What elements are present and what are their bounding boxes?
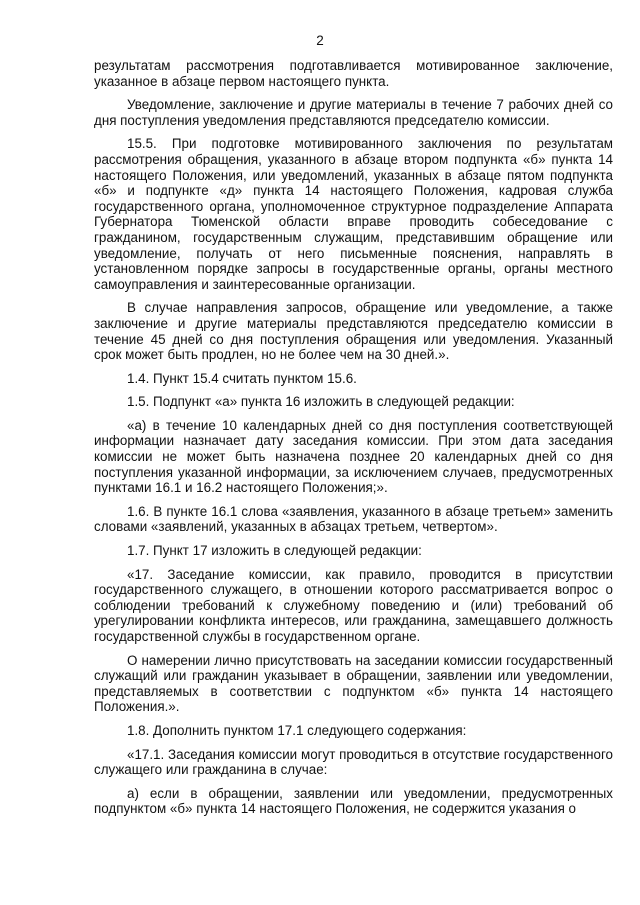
paragraph: Уведомление, заключение и другие материалы в течение 7 рабочих дней со дня поступления уведомления представляются председателю комиссии. [94, 97, 613, 128]
paragraph: а) если в обращении, заявлении или уведомлении, предусмотренных подпунктом «б» пункта 14 настоящего Положения, не содержится указания о [94, 785, 613, 817]
paragraph: «17.1. Заседания комиссии могут проводиться в отсутствие государственного служащего или гражданина в случае: [94, 746, 613, 778]
paragraph: «а) в течение 10 календарных дней со дня поступления соответствующей информации назначает дату заседания комиссии. При этом дата заседания комиссии не может быть назначена позднее 20 календарных дней со дня поступления указанной информации, за исключением случаев, предусмотренных пунктами 16.1 и 16.2 настоящего Положения;». [94, 417, 613, 496]
paragraph: 1.4. Пункт 15.4 считать пунктом 15.6. [127, 370, 357, 386]
paragraph: В случае направления запросов, обращение или уведомление, а также заключение и другие материалы представляются председателю комиссии в течение 45 дней со дня поступления обращения или уведомления. Указанный срок может быть продлен, но не более чем на 30 дней.». [94, 300, 613, 363]
paragraph: результатам рассмотрения подготавливается мотивированное заключение, указанное в абзаце первом настоящего пункта. [94, 58, 613, 89]
paragraph: 1.5. Подпункт «а» пункта 16 изложить в следующей редакции: [127, 394, 515, 410]
paragraph: «17. Заседание комиссии, как правило, проводится в присутствии государственного служащего, в отношении которого рассматривается вопрос о соблюдении требований к служебному поведению и (или) требований об урегулировании конфликта интересов, или гражданина, замещавшего должность государственной службы в государственном органе. [94, 566, 613, 644]
paragraph: О намерении лично присутствовать на заседании комиссии государственный служащий или гражданин указывает в обращении, заявлении или уведомлении, представляемых в соответствии с подпунктом «б» пункта 14 настоящего Положения.». [94, 652, 613, 715]
paragraph: 1.7. Пункт 17 изложить в следующей редакции: [127, 543, 422, 559]
paragraph: 1.6. В пункте 16.1 слова «заявления, указанного в абзаце третьем» заменить словами «заявлений, указанных в абзацах третьем, четвертом». [94, 503, 613, 535]
page-number: 2 [316, 33, 324, 48]
document-body [94, 58, 613, 825]
paragraph: 1.8. Дополнить пунктом 17.1 следующего содержания: [127, 722, 467, 738]
paragraph: 15.5. При подготовке мотивированного заключения по результатам рассмотрения обращения, указанного в абзаце втором подпункта «б» пункта 14 настоящего Положения, или уведомлений, указанных в абзаце пятом подпункта «б» и подпункте «д» пункта 14 настоящего Положения, кадровая служба государственного органа, уполномоченное структурное подразделение Аппарата Губернатора Тюменской области вправе проводить собеседование с гражданином, государственным служащим, представившим обращение или уведомление, получать от него письменные пояснения, направлять в установленном порядке запросы в государственные органы, органы местного самоуправления и заинтересованные организации. [94, 136, 613, 292]
